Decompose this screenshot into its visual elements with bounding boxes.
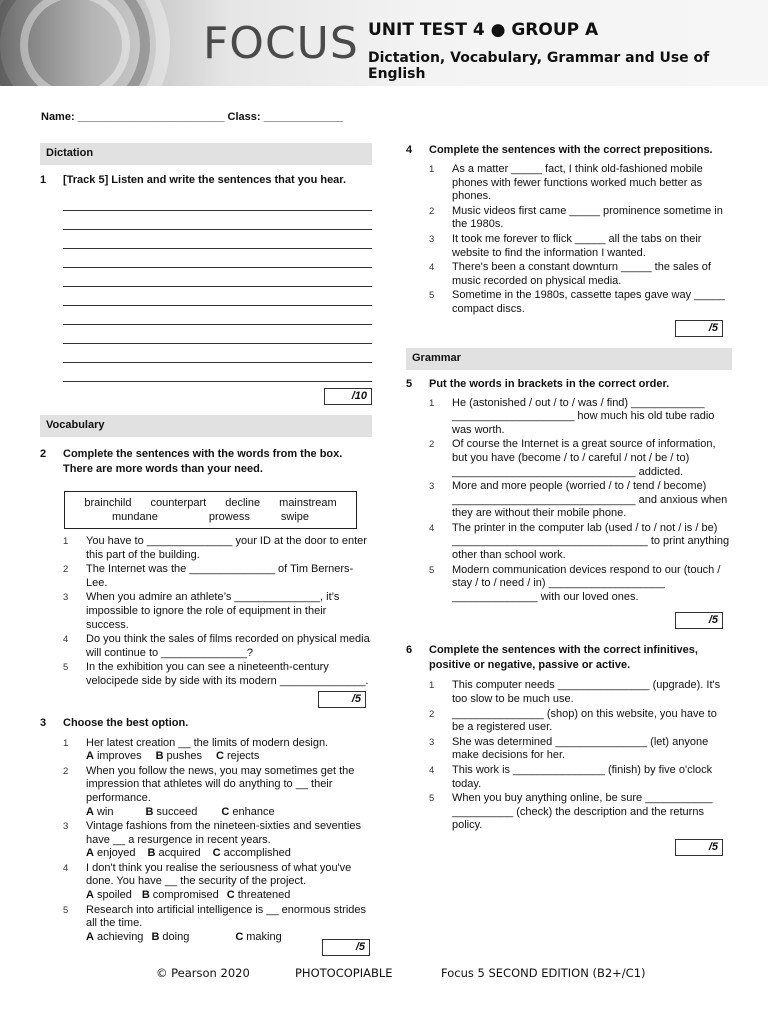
list-item: 1 You have to ______________ your ID at the door to enter this part of the building. (63, 535, 367, 561)
answer-line[interactable] (63, 325, 372, 344)
word-box (64, 491, 357, 529)
score-row (322, 939, 370, 956)
option-a[interactable]: A achieving (86, 930, 144, 943)
left-column (40, 143, 372, 953)
list-item: 3 She was determined _______________ (let) anyone make decisions for her. (429, 735, 709, 762)
list-item: 1 This computer needs _______________ (upgrade). It's too slow to be much use. (429, 679, 721, 706)
word-option: mainstream (279, 497, 337, 509)
score-box[interactable]: /5 (675, 839, 723, 856)
unit-subtitle: Dictation, Vocabulary, Grammar and Use of English (368, 50, 710, 82)
question-number: 4 (406, 144, 413, 156)
score-box[interactable]: /5 (675, 320, 723, 337)
dictation-lines[interactable] (63, 192, 372, 382)
answer-line[interactable] (63, 344, 372, 363)
option-b[interactable]: B succeed (145, 805, 198, 818)
word-option: prowess (208, 511, 250, 523)
option-c[interactable]: C rejects (216, 750, 260, 763)
question-4-heading (406, 143, 732, 158)
word-option: decline (225, 497, 261, 509)
answer-line[interactable] (63, 306, 372, 325)
question-number: 6 (406, 644, 413, 657)
copyright: © Pearson 2020 (156, 966, 250, 980)
score-box[interactable]: /5 (675, 612, 723, 629)
list-item: 2 The Internet was the ______________ of Tim Berners-Lee. (63, 563, 354, 589)
question-6-heading (406, 643, 732, 673)
question-1-heading (40, 173, 372, 188)
word-option: swipe (280, 511, 310, 523)
focus-logo: FOCUS (203, 18, 359, 69)
option-a[interactable]: A win (86, 805, 114, 818)
list-item: 2 _______________ (shop) on this website, you have to be a registered user. (429, 707, 717, 734)
answer-line[interactable] (63, 363, 372, 382)
list-item: 1 He (astonished / out / to / was / find) ____________ ____________________ how much his old tube radio was worth. (429, 396, 715, 436)
question-3-items (63, 737, 372, 945)
list-item: 1 As a matter _____ fact, I think old-fashioned mobile phones with fewer functions worked much better as phones. (429, 163, 703, 203)
answer-line[interactable] (63, 211, 372, 230)
answer-line[interactable] (63, 268, 372, 287)
score-row (406, 612, 732, 629)
question-number: 1 (40, 174, 47, 186)
answer-line[interactable] (63, 249, 372, 268)
option-b[interactable]: B acquired (147, 847, 201, 860)
list-item: 4 There's been a constant downturn _____ the sales of music recorded on physical media. (429, 261, 711, 287)
section-dictation: Dictation (40, 143, 372, 165)
question-instruction: [Track 5] Listen and write the sentences that you hear. (63, 174, 347, 186)
score-row (40, 691, 372, 708)
option-c[interactable]: C making (235, 930, 282, 943)
list-item: 3 Vintage fashions from the nineteen-sixties and seventies have __ a resurgence in recent years. A enjoyed B acquired C accomplished (63, 820, 361, 860)
question-3-heading (40, 716, 372, 731)
right-column (406, 143, 732, 856)
list-item: 5 Modern communication devices respond to our (touch / stay / to / need / in) ___________________ ______________ with our loved ones. (429, 563, 721, 603)
list-item: 5 Sometime in the 1980s, cassette tapes gave way _____ compact discs. (429, 289, 725, 315)
question-number: 5 (406, 377, 413, 390)
option-c[interactable]: C enhance (221, 805, 275, 818)
word-option: mundane (111, 511, 158, 523)
word-option: counterpart (150, 497, 207, 509)
question-4-items (429, 163, 732, 317)
section-vocabulary: Vocabulary (40, 415, 372, 437)
option-a[interactable]: A enjoyed (86, 847, 136, 860)
list-item: 4 The printer in the computer lab (used / to / not / is / be) ________________________________ to print anything other than school work. (429, 521, 730, 562)
page-header (0, 0, 768, 86)
option-a[interactable]: A spoiled (86, 889, 132, 902)
question-number: 2 (40, 448, 47, 460)
list-item: 1 Her latest creation __ the limits of modern design. A improves B pushes C rejects (63, 736, 329, 763)
edition-label: Focus 5 SECOND EDITION (B2+/C1) (441, 966, 646, 980)
unit-title: UNIT TEST 4 ● GROUP A (368, 20, 599, 40)
list-item: 2 When you follow the news, you may sometimes get the impression that athletes will do anything to __ their performance. A win B succeed C enhance (63, 764, 355, 818)
option-b[interactable]: B compromised (141, 889, 219, 902)
list-item: 4 Do you think the sales of films recorded on physical media will continue to ______________? (63, 633, 370, 659)
list-item: 5 When you buy anything online, be sure ___________ __________ (check) the description and the returns policy. (429, 792, 713, 832)
list-item: 5 Research into artificial intelligence is __ enormous strides all the time. A achieving B doing C making (63, 903, 367, 943)
section-grammar: Grammar (406, 348, 732, 370)
option-c[interactable]: C threatened (226, 889, 291, 902)
list-item: 3 When you admire an athlete’s ______________, it’s impossible to ignore the role of equipment in their success. (63, 591, 340, 631)
score-row (406, 320, 732, 337)
question-number: 3 (40, 716, 47, 729)
question-instruction: Choose the best option. (63, 716, 189, 729)
list-item: 4 This work is _______________ (finish) by five o'clock today. (429, 764, 713, 790)
photocopiable-label: PHOTOCOPIABLE (295, 966, 393, 980)
question-5-heading (406, 377, 732, 392)
question-instruction: Complete the sentences with the correct prepositions. (429, 144, 713, 156)
score-row (406, 839, 732, 856)
answer-line[interactable] (63, 230, 372, 249)
list-item: 2 Music videos first came _____ prominence sometime in the 1980s. (429, 204, 723, 231)
question-2-heading (40, 447, 372, 477)
list-item: 4 I don't think you realise the seriousness of what you've done. You have __ the security of the project. A spoiled B compromised C threatened (63, 861, 352, 902)
list-item: 2 Of course the Internet is a great source of information, but you have (become / to / careful / not / be / to) ______________________________ addicted. (429, 438, 716, 478)
option-b[interactable]: B doing (151, 930, 190, 943)
score-box[interactable]: /5 (322, 939, 370, 956)
question-5-items (429, 397, 732, 605)
option-a[interactable]: A improves (86, 750, 142, 763)
question-6-items (429, 679, 732, 833)
list-item: 3 More and more people (worried / to / tend / become) ______________________________ and anxious when they are without their mobile phone. (429, 480, 728, 520)
decorative-swirl (20, 0, 130, 86)
option-b[interactable]: B pushes (155, 750, 203, 763)
option-c[interactable]: C accomplished (212, 847, 291, 860)
answer-line[interactable] (63, 192, 372, 211)
list-item: 3 It took me forever to flick _____ all the tabs on their website to find the information I wanted. (429, 232, 702, 259)
question-instruction: Complete the sentences with the correct infinitives, positive or negative, passive or active. (429, 644, 698, 672)
question-instruction: Put the words in brackets in the correct order. (429, 377, 670, 390)
question-2-items (63, 535, 372, 689)
score-box[interactable]: /10 (324, 388, 372, 405)
question-instruction: Complete the sentences with the words from the box. There are more words than your need. (63, 448, 343, 475)
score-row (40, 388, 372, 405)
answer-line[interactable] (63, 287, 372, 306)
list-item: 5 In the exhibition you can see a nineteenth-century velocipede side by side with its modern ______________. (63, 661, 369, 687)
word-option: brainchild (84, 497, 132, 509)
name-class-line[interactable]: Name: ________________________ Class: _____________ (41, 111, 344, 123)
score-box[interactable]: /5 (318, 691, 366, 708)
